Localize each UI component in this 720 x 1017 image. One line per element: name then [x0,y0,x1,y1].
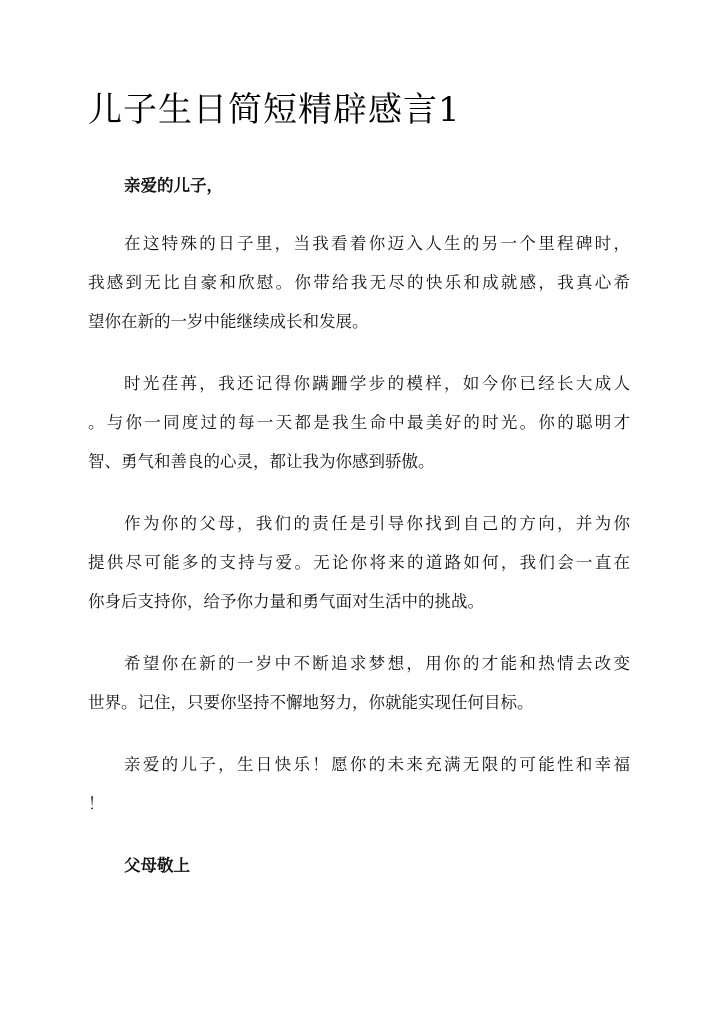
text-line: ！ [88,794,105,813]
text-line: 世界。记住，只要你坚持不懈地努力，你就能实现任何目标。 [88,693,534,712]
text-line: 望你在新的一岁中能继续成长和发展。 [88,312,369,331]
signature: 父母敬上 [124,856,190,875]
text-line: 亲爱的儿子，生日快乐！愿你的未来充满无限的可能性和幸福 [124,755,630,774]
text-line: 你身后支持你，给予你力量和勇气面对生活中的挑战。 [88,592,484,611]
paragraph-2 [88,370,630,487]
text-line: 。与你一同度过的每一天都是我生命中最美好的时光。你的聪明才 [88,413,630,432]
paragraph-5 [88,751,630,829]
paragraph-4 [88,650,630,728]
text-line: 我感到无比自豪和欣慰。你带给我无尽的快乐和成就感，我真心希 [88,273,630,292]
paragraph-1 [88,230,630,347]
document-body [88,172,630,891]
text-line: 时光荏苒，我还记得你蹒跚学步的模样，如今你已经长大成人 [124,374,630,393]
page-title: 儿子生日简短精辟感言1 [88,90,461,130]
text-line: 在这特殊的日子里，当我看着你迈入人生的另一个里程碑时， [124,234,630,253]
text-line: 提供尽可能多的支持与爱。无论你将来的道路如何，我们会一直在 [88,553,630,572]
paragraph-3 [88,510,630,627]
text-line: 智、勇气和善良的心灵，都让我为你感到骄傲。 [88,452,435,471]
text-line: 希望你在新的一岁中不断追求梦想，用你的才能和热情去改变 [124,654,630,673]
greeting: 亲爱的儿子， [124,176,223,195]
text-line: 作为你的父母，我们的责任是引导你找到自己的方向，并为你 [124,514,630,533]
